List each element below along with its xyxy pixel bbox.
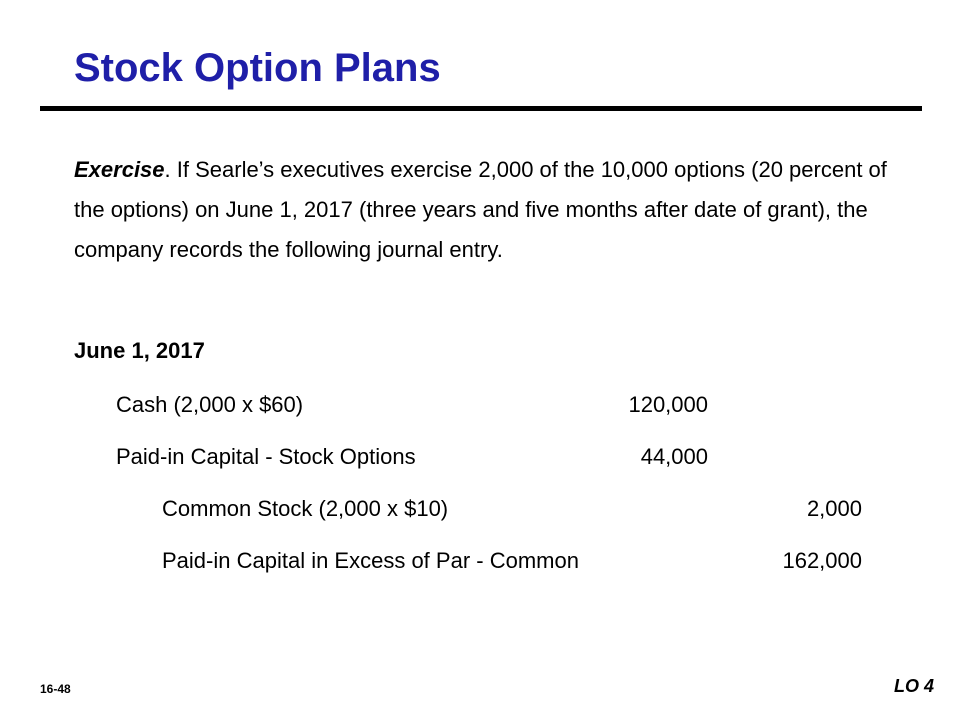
journal-debit-amount: 44,000 xyxy=(640,444,708,469)
journal-entry-date: June 1, 2017 xyxy=(74,338,205,363)
journal-account: Paid-in Capital - Stock Options xyxy=(116,444,416,469)
journal-row-paid-in-capital-excess-par xyxy=(0,548,960,578)
title-divider xyxy=(40,106,922,111)
journal-credit-amount: 2,000 xyxy=(806,496,862,521)
journal-account: Cash (2,000 x $60) xyxy=(116,392,304,417)
journal-row-paid-in-capital-stock-options xyxy=(0,444,960,474)
journal-debit-amount: 120,000 xyxy=(628,392,708,417)
journal-credit-amount: 162,000 xyxy=(782,548,862,573)
journal-account: Paid-in Capital in Excess of Par - Common xyxy=(162,548,579,573)
journal-account: Common Stock (2,000 x $10) xyxy=(162,496,449,521)
journal-row-cash xyxy=(0,392,960,422)
slide-number: 16-48 xyxy=(40,682,71,696)
journal-row-common-stock xyxy=(0,496,960,526)
exercise-paragraph xyxy=(74,150,914,270)
paragraph-text: . If Searle’s executives exercise 2,000 of the 10,000 options (20 percent of the options) on June 1, 2017 (three years and five months after date of grant), the company records the following journal entry. xyxy=(74,157,887,262)
slide-title: Stock Option Plans xyxy=(74,46,441,90)
paragraph-lead: Exercise xyxy=(74,157,165,182)
learning-objective-label: LO 4 xyxy=(893,676,934,696)
